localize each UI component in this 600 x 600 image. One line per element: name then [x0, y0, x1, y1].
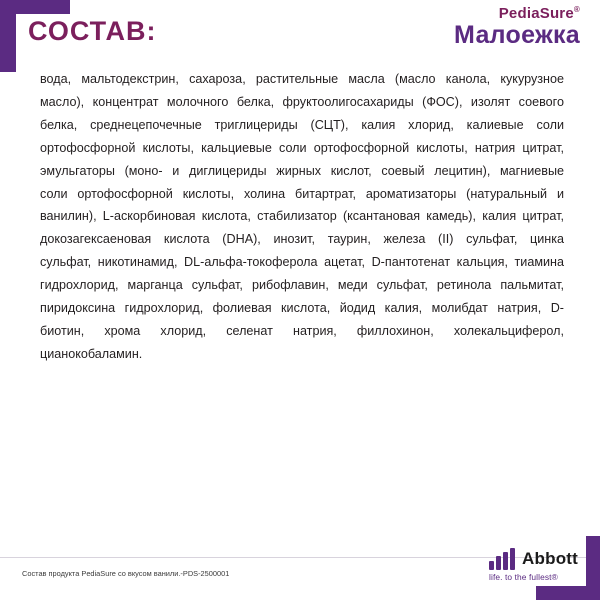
- header: [0, 0, 600, 72]
- abbott-logo-row: [489, 548, 578, 570]
- abbott-wordmark: Abbott: [522, 549, 578, 569]
- abbott-bars-icon: [489, 548, 515, 570]
- page-title: СОСТАВ:: [28, 16, 157, 46]
- corner-accent-bottom-right-bar: [536, 586, 600, 600]
- brand-registered-mark: ®: [573, 5, 580, 14]
- abbott-logo: [489, 548, 578, 582]
- brand-name-text: PediaSure: [498, 5, 574, 22]
- footnote-text: Состав продукта PediaSure со вкусом ванили.-PDS-2500001: [22, 569, 230, 578]
- brand-lockup: [454, 6, 580, 48]
- brand-name: [454, 6, 580, 21]
- abbott-tagline: life. to the fullest®: [489, 572, 558, 583]
- ingredients-text: вода, мальтодекстрин, сахароза, растительные масла (масло канола, кукурузное масло), концентрат молочного белка, фруктоолигосахариды (ФОС), изолят соевого белка, среднецепочечные триглицериды (СЦТ), калия хлорид, калиевые соли ортофосфорной кислоты, кальциевые соли ортофосфорной кислоты, натрия цитрат, эмульгаторы (моно- и диглицериды жирных кислот, соевый лецитин), магниевые соли ортофосфорной кислоты, холина битартрат, ароматизаторы (натуральный и ванилин), L-аскорбиновая кислота, стабилизатор (ксантановая камедь), калия цитрат, докозагексаеновая кислота (DHA), инозит, таурин, железа (II) сульфат, цинка сульфат, никотинамид, DL-альфа-токоферола ацетат, D-пантотенат кальция, тиамина гидрохлорид, марганца сульфат, рибофлавин, меди сульфат, ретинола пальмитат, пиридоксина гидрохлорид, фолиевая кислота, йодид калия, молибдат натрия, D-биотин, хрома хлорид, селенат натрия, филлохинон, холекальциферол, цианокобаламин.: [40, 72, 564, 361]
- brand-subname: Малоежка: [454, 21, 580, 49]
